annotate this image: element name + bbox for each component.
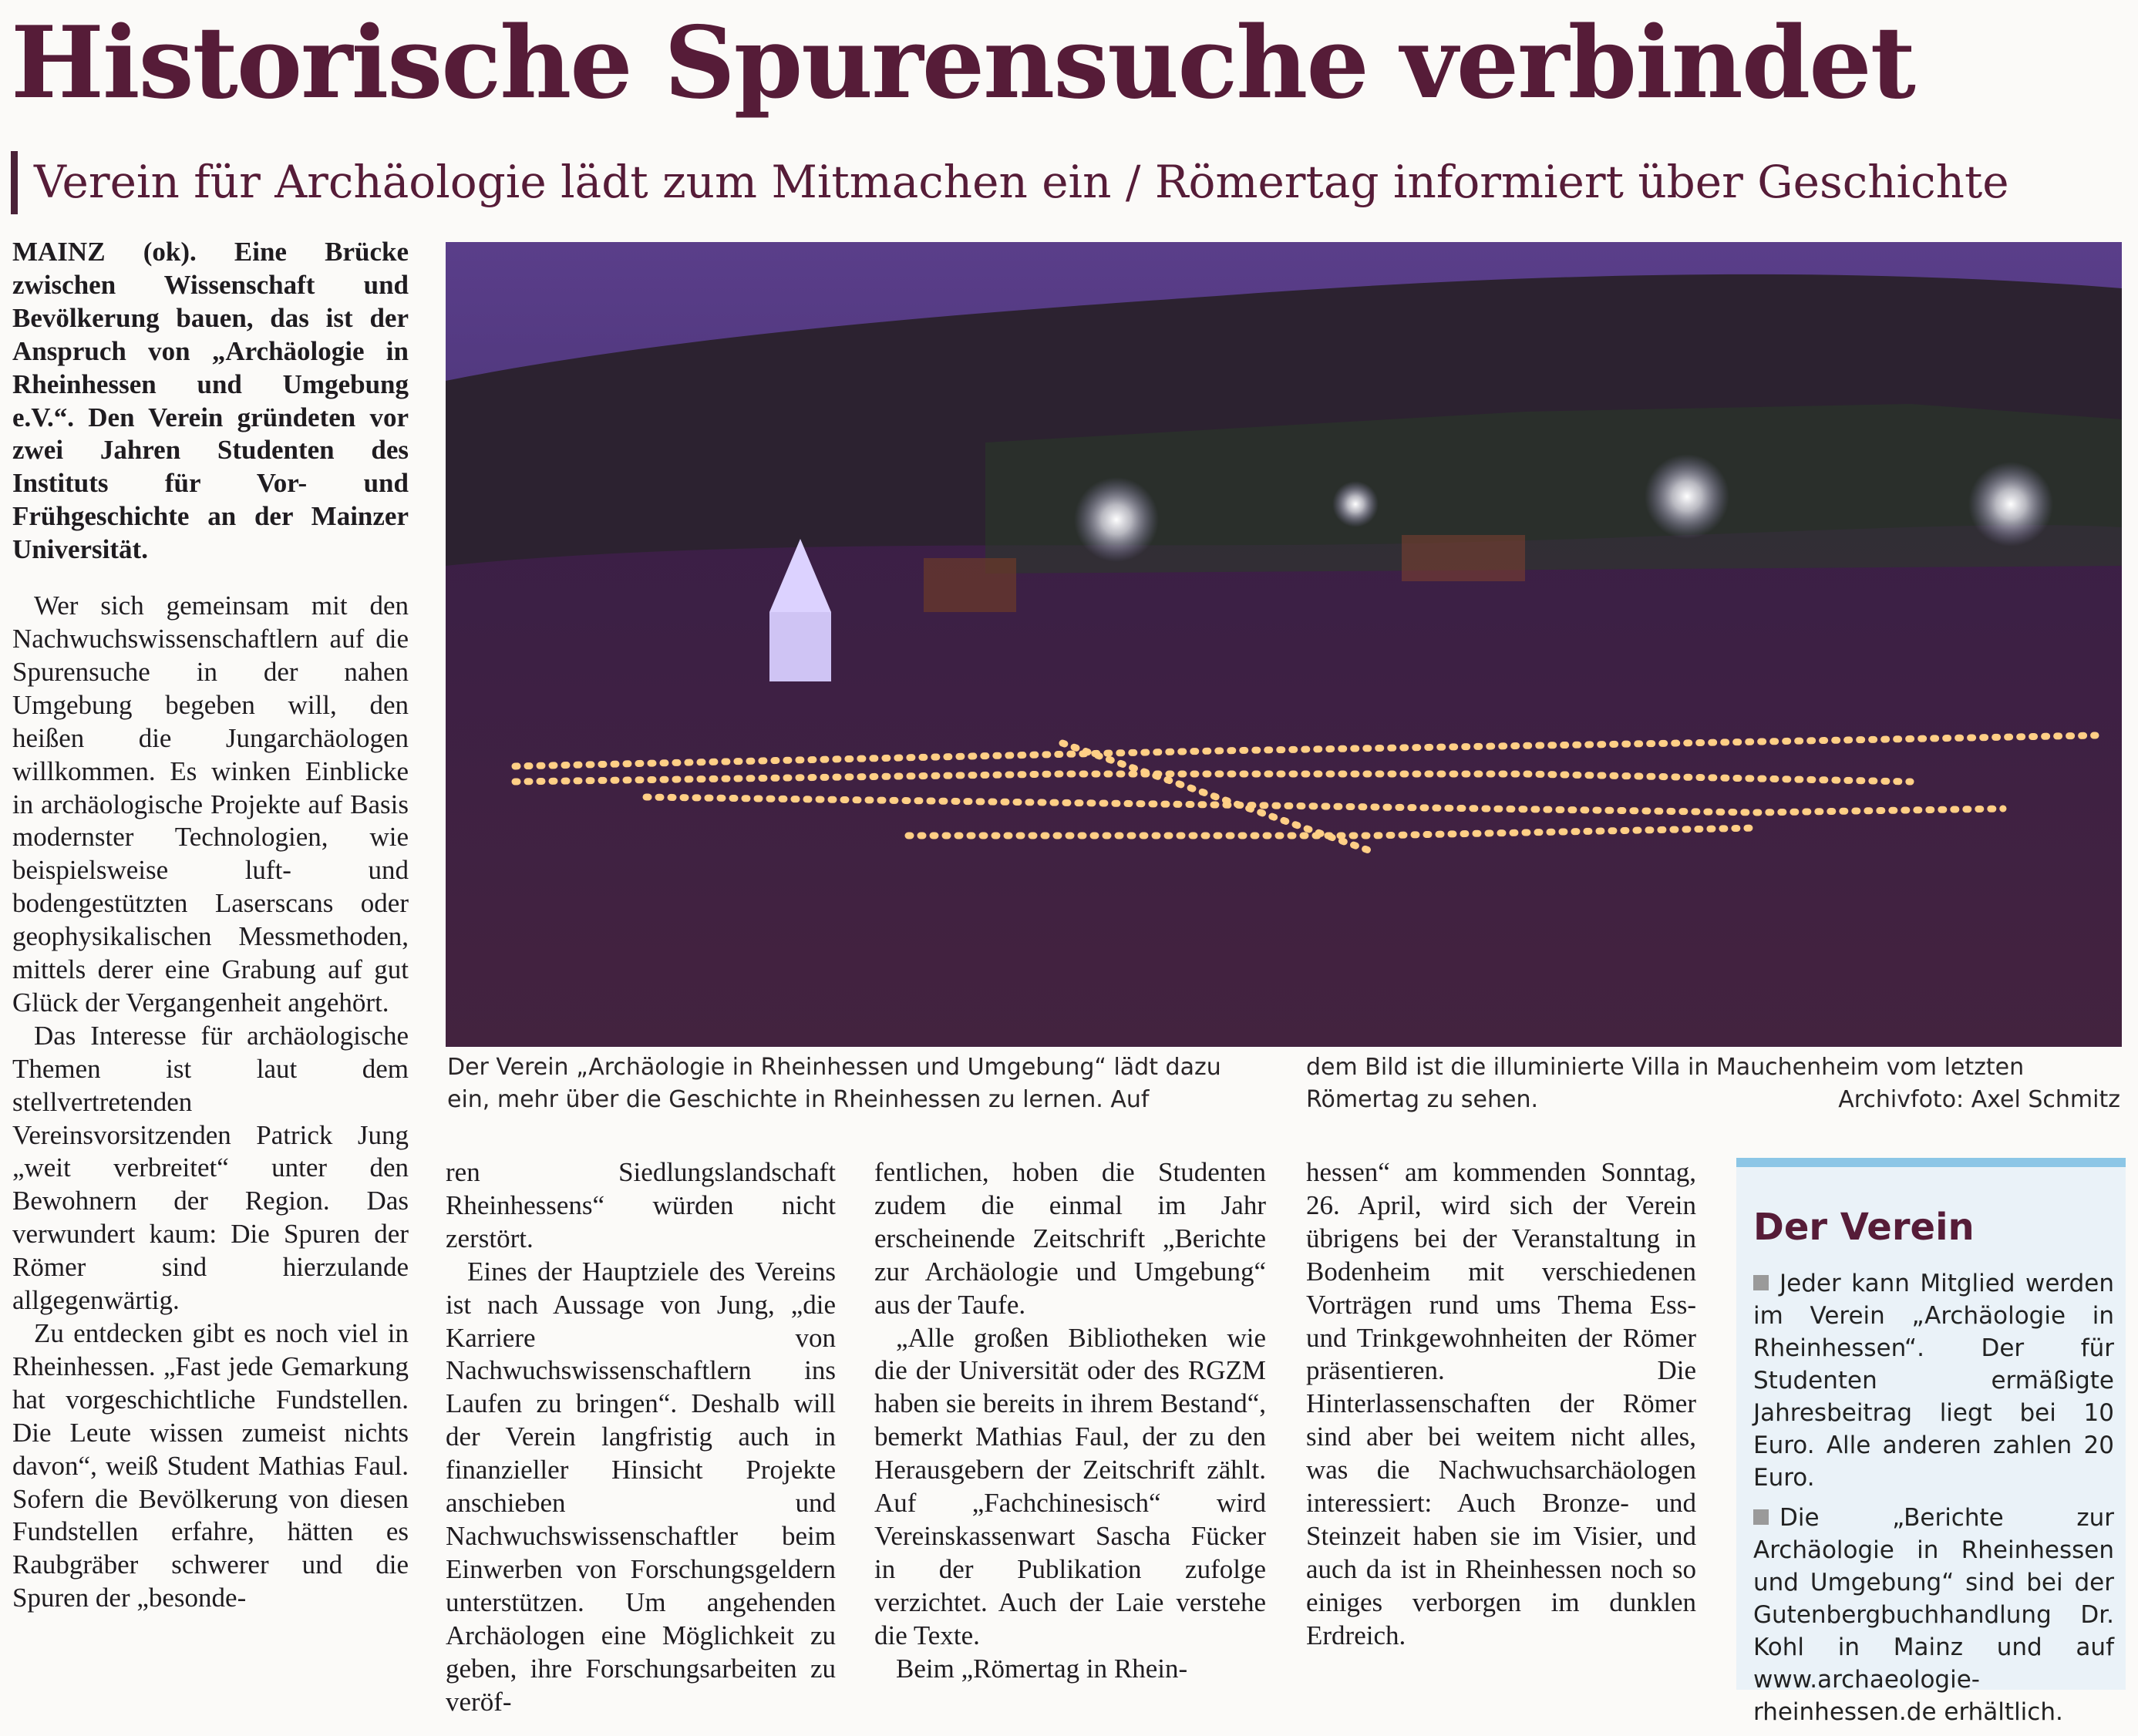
article-column-2 [446, 1156, 836, 1717]
article-column-4 [1306, 1156, 1696, 1691]
body-paragraph: Wer sich gemeinsam mit den Nachwuchswissenschaftlern auf die Spurensuche in der nahen Umgebung begeben will, den heißen die Jungarchäologen willkommen. Es winken Einblicke in archäologische Projekte auf Basis modernster Technologien, wie beispielsweise luft- und bodengestützten Laserscans oder geophysikalischen Messmethoden, mittels derer eine Grabung auf gut Glück der Vergangenheit angehört. [12, 590, 409, 1018]
photo-caption-right: dem Bild ist die illuminierte Villa in Mauchenheim vom letzten Römertag zu sehen. [1306, 1054, 2025, 1113]
info-box-item-text: Jeder kann Mitglied werden im Verein „Archäologie in Rheinhessen“. Der für Studenten ermäßigte Jahresbeitrag liegt bei 10 Euro. Alle anderen zahlen 20 Euro. [1753, 1270, 2114, 1492]
headline: Historische Spurensuche verbindet [11, 5, 1914, 121]
body-paragraph: hessen“ am kommenden Sonntag, 26. April, wird sich der Verein übrigens bei der Veranstaltung in Bodenheim mit verschiedenen Vorträgen rund ums Thema Ess- und Trinkgewohnheiten der Römer präsentieren. Die Hinterlassenschaften der Römer sind aber bei weitem nicht alles, was die Nachwuchsarchäologen interessiert: Auch Bronze- und Steinzeit haben sie im Visier, und auch da ist in Rheinhessen noch so einiges verborgen im dunklen Erdreich. [1306, 1157, 1696, 1650]
subheadline: Verein für Archäologie lädt zum Mitmachen ein / Römertag informiert über Geschichte [34, 156, 2009, 208]
square-bullet-icon [1753, 1275, 1769, 1290]
night-village-photo [446, 242, 2122, 1047]
photo-credit: Archivfoto: Axel Schmitz [1838, 1086, 2120, 1113]
info-box-body [1753, 1267, 2114, 1736]
photo-caption-left: Der Verein „Archäologie in Rheinhessen und Umgebung“ lädt dazu ein, mehr über die Geschichte in Rheinhessen zu lernen. Auf [447, 1054, 1221, 1113]
info-box-item-text: Die „Berichte zur Archäologie in Rheinhessen und Umgebung“ sind bei der Gutenbergbuchhandlung Dr. Kohl in Mainz und auf www.archaeologie-rheinhessen.de erhältlich. [1753, 1504, 2114, 1726]
square-bullet-icon [1753, 1509, 1769, 1525]
body-paragraph: Zu entdecken gibt es noch viel in Rheinhessen. „Fast jede Gemarkung hat vorgeschichtliche Fundstellen. Die Leute wissen zumeist nichts davon“, weiß Student Mathias Faul. Sofern die Bevölkerung von diesen Fundstellen erfahre, hätten es Raubgräber schwerer und die Spuren der „besonde- [12, 1318, 409, 1613]
article-photo [446, 242, 2122, 1047]
info-box-title: Der Verein [1753, 1206, 1975, 1249]
body-paragraph: fentlichen, hoben die Studenten zudem die einmal im Jahr erscheinende Zeitschrift „Berichte zur Archäologie und Umgebung“ aus der Taufe. [874, 1157, 1266, 1320]
info-box [1736, 1158, 2126, 1726]
body-paragraph: Beim „Römertag in Rhein- [896, 1653, 1188, 1684]
info-box-item [1753, 1267, 2114, 1494]
body-paragraph: Eines der Hauptziele des Vereins ist nach Aussage von Jung, „die Karriere von Nachwuchswissenschaftlern ins Laufen zu bringen“. Deshalb will der Verein langfristig auch in finanzieller Hinsicht Projekte anschieben und Nachwuchswissenschaftler beim Einwerben von Forschungsgeldern unterstützen. Um angehenden Archäologen eine Möglichkeit zu geben, ihre Forschungsarbeiten zu veröf- [446, 1256, 836, 1717]
body-paragraph: ren Siedlungslandschaft Rheinhessens“ würden nicht zerstört. [446, 1157, 836, 1253]
article-column-3 [874, 1156, 1266, 1691]
body-paragraph: Das Interesse für archäologische Themen ist laut dem stellvertretenden Vereinsvorsitzenden Patrick Jung „weit verbreitet“ unter den Bewohnern der Region. Das verwundert kaum: Die Spuren der Römer sind hierzulande allgegenwärtig. [12, 1020, 409, 1316]
body-paragraph: „Alle großen Bibliotheken wie die der Universität oder des RGZM haben sie bereits in ihrem Bestand“, bemerkt Mathias Faul, der zu den Herausgebern der Zeitschrift zählt. Auf „Fachchinesisch“ wird Vereinskassenwart Sascha Fücker in der Publikation zufolge verzichtet. Auch der Laie verstehe die Texte. [874, 1322, 1266, 1650]
article-column-1 [12, 236, 409, 1689]
subheadline-bar [11, 151, 18, 214]
info-box-item [1753, 1502, 2114, 1728]
lead-paragraph: MAINZ (ok). Eine Brücke zwischen Wissenschaft und Bevölkerung bauen, das ist der Anspruch von „Archäologie in Rheinhessen und Umgebung e.V.“. Den Verein gründeten vor zwei Jahren Studenten des Instituts für Vor- und Frühgeschichte an der Mainzer Universität. [12, 237, 409, 565]
